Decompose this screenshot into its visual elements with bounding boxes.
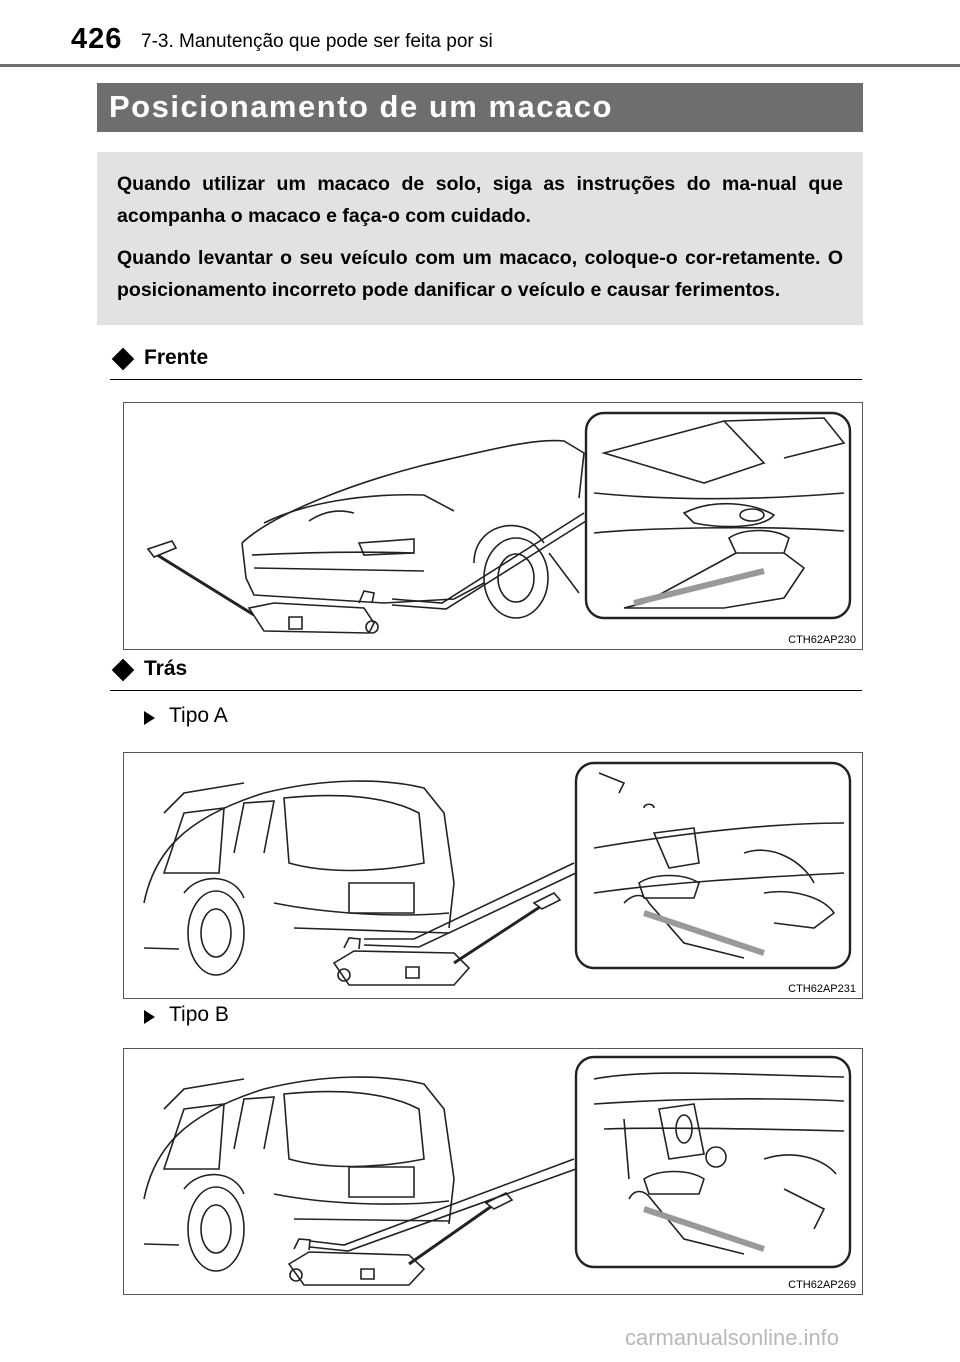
front-jack-illustration	[124, 403, 863, 650]
rear-type-a-figure	[123, 752, 863, 999]
section-title: Posicionamento de um macaco	[109, 89, 613, 124]
page-header	[0, 0, 960, 60]
rear-type-a-figure-code: CTH62AP231	[788, 983, 856, 995]
rear-type-b-figure-code: CTH62AP269	[788, 1279, 856, 1291]
rear-type-b-illustration	[124, 1049, 863, 1295]
rear-heading	[110, 656, 862, 688]
front-jack-figure	[123, 402, 863, 650]
front-figure-code: CTH62AP230	[788, 634, 856, 646]
type-b-label: Tipo B	[169, 1003, 229, 1026]
intro-paragraph-1: Quando utilizar um macaco de solo, siga as instruções do ma-nual que acompanha o macaco e faça-o com cuidado.	[117, 173, 843, 227]
type-a-label: Tipo A	[169, 704, 228, 727]
rear-heading-rule	[110, 690, 862, 691]
triangle-bullet-icon	[144, 711, 155, 725]
intro-box	[97, 152, 863, 325]
chapter-title: 7-3. Manutenção que pode ser feita por si	[141, 31, 493, 52]
header-rule	[0, 64, 960, 67]
watermark: carmanualsonline.info	[625, 1325, 840, 1350]
diamond-bullet-icon	[112, 659, 135, 682]
front-heading	[110, 345, 862, 377]
intro-paragraph-2: Quando levantar o seu veículo com um macaco, coloque-o cor-retamente. O posicionamento incorreto pode danificar o veículo e causar ferimentos.	[117, 247, 843, 301]
page-number: 426	[71, 23, 123, 55]
front-heading-rule	[110, 379, 862, 380]
diamond-bullet-icon	[112, 348, 135, 371]
rear-type-b-figure	[123, 1048, 863, 1295]
triangle-bullet-icon	[144, 1010, 155, 1024]
section-title-bar	[97, 83, 863, 132]
rear-heading-label: Trás	[144, 657, 188, 680]
rear-type-a-illustration	[124, 753, 863, 999]
front-heading-label: Frente	[144, 346, 209, 369]
